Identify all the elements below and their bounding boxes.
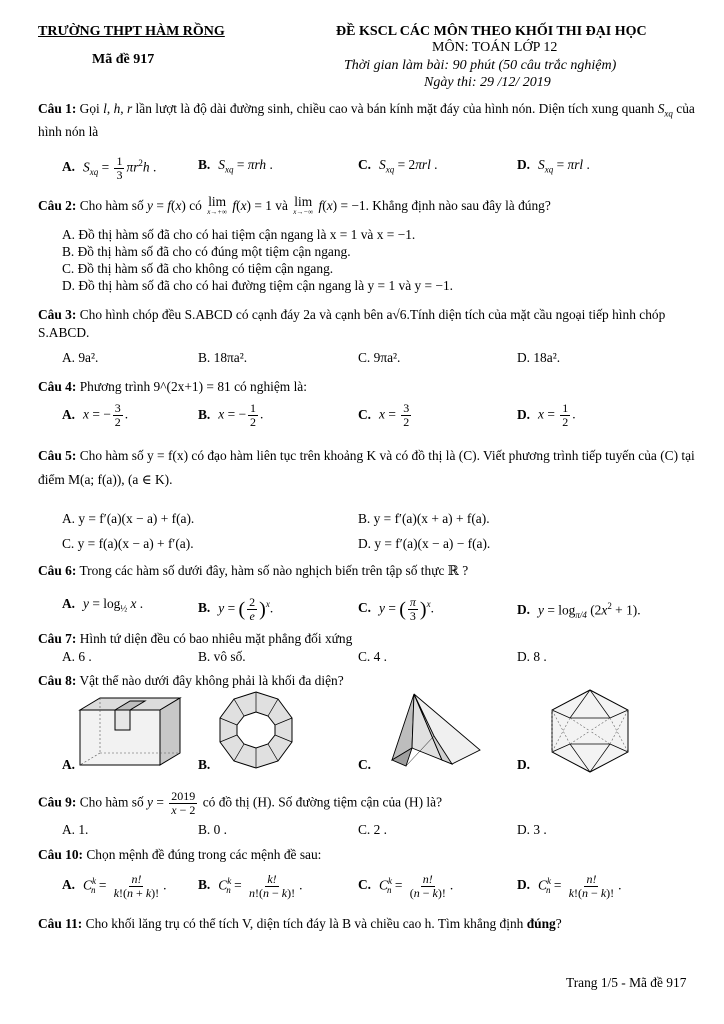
q9-option-b[interactable]: B. 0 . [198, 822, 228, 837]
q9-option-d[interactable]: D. 3 . [517, 822, 547, 837]
q6-option-a[interactable]: A. $y = \log_{\frac{1}{2}} x$ . [62, 596, 144, 614]
question-6: Câu 6: Trong các hàm số dưới đây, hàm số nào nghịch biến trên tập số thực ℝ ? [38, 563, 469, 578]
q1-option-d[interactable]: D. $S_{xq} = \pi rl$ . [517, 157, 590, 175]
solid-c-figure[interactable] [372, 690, 492, 770]
q3-option-b[interactable]: B. 18πa². [198, 350, 248, 365]
q9-option-a[interactable]: A. 1. [62, 822, 89, 837]
q7-option-c[interactable]: C. 4 . [358, 649, 388, 664]
q2-option-a[interactable]: A. Đồ thị hàm số đã cho có hai tiệm cận ngang là x = 1 và x = −1. [62, 227, 416, 242]
q2-option-c[interactable]: C. Đồ thị hàm số đã cho không có tiệm cận ngang. [62, 261, 334, 276]
q6-option-d[interactable]: D. $y = \log_{\pi/4} (2x^2 + 1)$. [517, 601, 641, 621]
q2-option-d[interactable]: D. Đồ thị hàm số đã cho có hai đường tiệm cận ngang là y = 1 và y = −1. [62, 278, 454, 293]
q10-option-d[interactable]: D. $C^k_n$ = $\frac{n!}{k!(n - k)!}$ . [517, 871, 622, 900]
q3-option-d[interactable]: D. 18a². [517, 350, 561, 365]
question-1: Câu 1: Gọi l, h, r lần lượt là độ dài đường sinh, chiều cao và bán kính mặt đáy của hình nón. Diện tích xung quanh $S_{xq}$ của hình nón là [38, 101, 695, 139]
q4-option-a[interactable]: A. x = − $\frac{3}{2}$ . [62, 401, 129, 429]
exam-title: ĐỀ KSCL CÁC MÔN THEO KHỐI THI ĐẠI HỌC [336, 24, 647, 39]
question-4: Câu 4: Phương trình 9^(2x+1) = 81 có nghiệm là: [38, 379, 307, 394]
exam-subject: MÔN: TOÁN LỚP 12 [432, 40, 558, 55]
q6-option-b[interactable]: B. y = ( $\frac{2}{e}$ )$^x$. [198, 594, 274, 623]
question-11: Câu 11: Cho khối lăng trụ có thể tích V, diện tích đáy là B và chiều cao h. Tìm khẳng định đúng? [38, 916, 562, 931]
q5-option-c[interactable]: C. y = f(a)(x − a) + f′(a). [62, 536, 194, 551]
q10-option-b[interactable]: B. $C^k_n$ = $\frac{k!}{n!(n - k)!}$ . [198, 871, 303, 900]
question-9: Câu 9: Cho hàm số y = $\frac{2019}{x - 2}$ có đồ thị (H). Số đường tiệm cận của (H) là? [38, 789, 443, 817]
solid-d-figure[interactable] [540, 688, 640, 774]
exam-code: Mã đề 917 [92, 52, 155, 67]
question-10: Câu 10: Chọn mệnh đề đúng trong các mệnh đề sau: [38, 847, 322, 862]
q5-option-b[interactable]: B. y = f′(a)(x + a) + f(a). [358, 511, 490, 526]
q7-option-b[interactable]: B. vô số. [198, 649, 246, 664]
q3-option-a[interactable]: A. 9a². [62, 350, 99, 365]
q1-option-c[interactable]: C. $S_{xq} = 2\pi rl$ . [358, 157, 438, 175]
question-2: Câu 2: Cho hàm số y = f(x) có lim x→+∞ f(x) = 1 và lim x→−∞ f(x) = −1. Khẳng định nào sau đây là đúng? [38, 194, 551, 216]
page-footer: Trang 1/5 - Mã đề 917 [566, 975, 687, 990]
q5-option-d[interactable]: D. y = f′(a)(x − a) − f(a). [358, 536, 491, 551]
school-name: TRƯỜNG THPT HÀM RỒNG [38, 24, 225, 39]
q7-option-d[interactable]: D. 8 . [517, 649, 547, 664]
solid-b-figure[interactable] [214, 690, 298, 770]
question-3: Câu 3: Cho hình chóp đều S.ABCD có cạnh đáy 2a và cạnh bên a√6.Tính diện tích của mặt cầu ngoại tiếp hình chóp S.ABCD. [38, 307, 666, 340]
q8-option-b[interactable]: B. [198, 757, 211, 772]
q4-option-b[interactable]: B. x = − $\frac{1}{2}$ . [198, 401, 264, 429]
q9-option-c[interactable]: C. 2 . [358, 822, 388, 837]
q10-option-a[interactable]: A. $C^k_n$ = $\frac{n!}{k!(n + k)!}$ . [62, 871, 167, 900]
q8-option-a[interactable]: A. [62, 757, 76, 772]
question-8: Câu 8: Vật thể nào dưới đây không phải là khối đa diện? [38, 673, 344, 688]
q1-option-a[interactable]: A. $S_{xq}$ = $\frac{1}{3}$ $\pi r^2h$ . [62, 153, 157, 182]
q8-option-d[interactable]: D. [517, 757, 531, 772]
q8-option-c[interactable]: C. [358, 757, 372, 772]
q1-option-b[interactable]: B. $S_{xq} = \pi rh$ . [198, 157, 273, 175]
question-5: Câu 5: Cho hàm số y = f(x) có đạo hàm liên tục trên khoảng K và có đồ thị là (C). Viết phương trình tiếp tuyến của (C) tại điểm M(a; f(a)), (a ∈ K). [38, 448, 695, 487]
exam-duration: Thời gian làm bài: 90 phút (50 câu trắc nghiệm) [344, 58, 617, 73]
q4-option-c[interactable]: C. x = $\frac{3}{2}$ [358, 401, 410, 429]
q7-option-a[interactable]: A. 6 . [62, 649, 92, 664]
exam-date: Ngày thi: 29 /12/ 2019 [424, 75, 551, 90]
question-7: Câu 7: Hình tứ diện đều có bao nhiêu mặt phẳng đối xứng [38, 631, 353, 646]
q10-option-c[interactable]: C. $C^k_n$ = $\frac{n!}{(n - k)!}$ . [358, 871, 454, 900]
q6-option-c[interactable]: C. y = ( $\frac{\pi}{3}$ )$^x$. [358, 594, 434, 623]
solid-a-figure[interactable] [70, 690, 190, 770]
q3-option-c[interactable]: C. 9πa². [358, 350, 401, 365]
q4-option-d[interactable]: D. x = $\frac{1}{2}$ . [517, 401, 576, 429]
q5-option-a[interactable]: A. y = f′(a)(x − a) + f(a). [62, 511, 195, 526]
q2-option-b[interactable]: B. Đồ thị hàm số đã cho có đúng một tiệm cận ngang. [62, 244, 351, 259]
